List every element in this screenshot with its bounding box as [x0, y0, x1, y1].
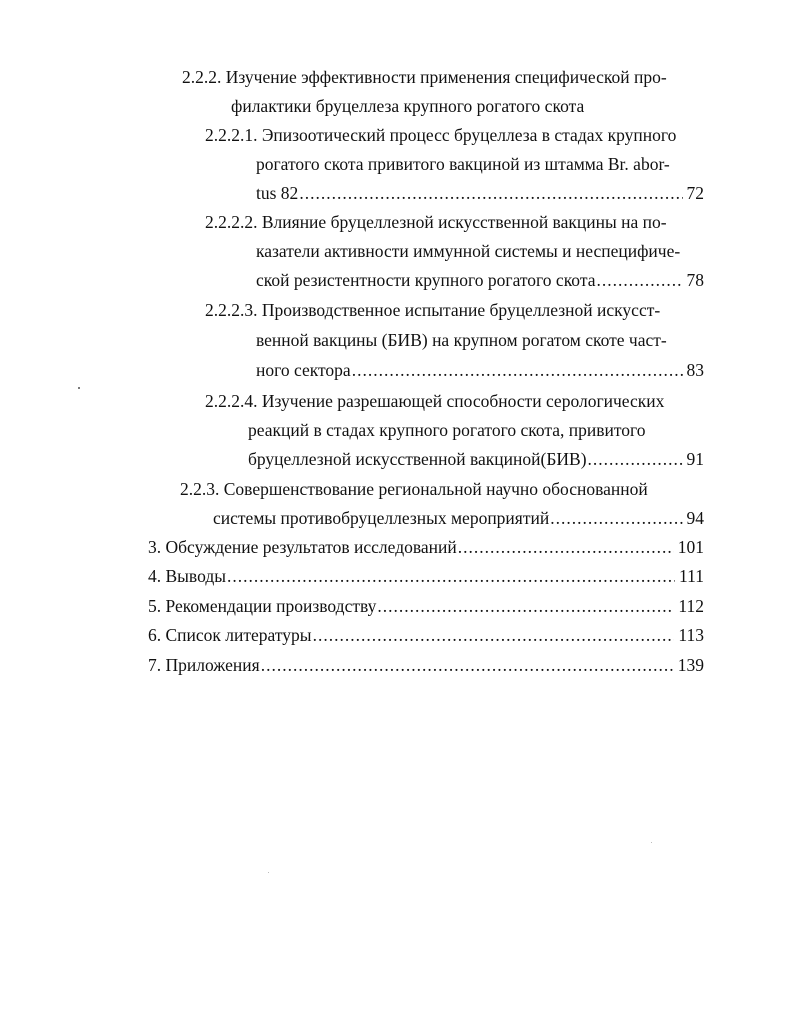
toc-3-title: 3. Обсуждение результатов исследований [148, 537, 457, 557]
toc-2-2-2-2-line1: 2.2.2.2. Влияние бруцеллезной искусственной вакцины на по- [205, 212, 667, 232]
dot-leader [588, 448, 683, 470]
toc-page-number: 111 [679, 566, 704, 586]
toc-entry-7[interactable] [148, 654, 704, 676]
toc-page-number: 113 [678, 625, 704, 645]
toc-2-2-2-4-line3: бруцеллезной искусственной вакциной(БИВ) [248, 449, 587, 469]
dot-leader [550, 507, 682, 529]
scan-speck [651, 842, 652, 843]
toc-entry-2-2-2-1[interactable] [256, 182, 704, 204]
toc-page-number: 94 [686, 508, 704, 528]
toc-2-2-2-3-line2: венной вакцины (БИВ) на крупном рогатом скоте част- [256, 330, 667, 350]
toc-entry-5[interactable] [148, 595, 704, 617]
toc-entry-6[interactable] [148, 624, 704, 646]
toc-2-2-2-1-line3: tus 82 [256, 183, 299, 203]
toc-page-number: 78 [686, 270, 704, 290]
toc-page-number: 139 [677, 655, 704, 675]
toc-2-2-2-4-line1: 2.2.2.4. Изучение разрешающей способности серологических [205, 391, 665, 411]
toc-entry-2-2-2-4[interactable] [248, 448, 704, 470]
toc-4-title: 4. Выводы [148, 566, 226, 586]
toc-page-number: 72 [686, 183, 704, 203]
scan-speck [78, 387, 80, 389]
scan-speck [268, 872, 269, 873]
toc-entry-2-2-2-3[interactable] [256, 359, 704, 381]
toc-page-number: 91 [686, 449, 704, 469]
dot-leader [261, 654, 674, 676]
toc-page-number: 83 [686, 360, 704, 380]
toc-2-2-2-1-line1: 2.2.2.1. Эпизоотический процесс бруцеллеза в стадах крупного [205, 125, 677, 145]
dot-leader [596, 269, 682, 291]
dot-leader [352, 359, 683, 381]
dot-leader [313, 624, 675, 646]
toc-2-2-2-2-line2: казатели активности иммунной системы и неспецифиче- [256, 241, 681, 261]
toc-2-2-3-line1: 2.2.3. Совершенствование региональной научно обоснованной [180, 479, 648, 499]
toc-entry-2-2-2-2[interactable] [256, 269, 704, 291]
dot-leader [299, 182, 682, 204]
toc-5-title: 5. Рекомендации производству [148, 596, 377, 616]
toc-2-2-2-2-line3: ской резистентности крупного рогатого скота [256, 270, 596, 290]
toc-page-number: 112 [678, 596, 704, 616]
toc-6-title: 6. Список литературы [148, 625, 312, 645]
toc-entry-3[interactable] [148, 536, 704, 558]
toc-2-2-2-3-line3: ного сектора [256, 360, 351, 380]
dot-leader [227, 565, 675, 587]
toc-2-2-3-line2: системы противобруцеллезных мероприятий [213, 508, 550, 528]
dot-leader [458, 536, 674, 558]
toc-2-2-2-line1: 2.2.2. Изучение эффективности применения специфической про- [182, 67, 667, 87]
toc-entry-4[interactable] [148, 565, 704, 587]
toc-2-2-2-3-line1: 2.2.2.3. Производственное испытание бруцеллезной искусст- [205, 300, 661, 320]
toc-2-2-2-1-line2: рогатого скота привитого вакциной из штамма Br. abor- [256, 154, 670, 174]
toc-7-title: 7. Приложения [148, 655, 260, 675]
toc-page-number: 101 [677, 537, 704, 557]
toc-2-2-2-line2: филактики бруцеллеза крупного рогатого скота [231, 96, 585, 116]
toc-entry-2-2-3[interactable] [213, 507, 704, 529]
dot-leader [377, 595, 674, 617]
toc-2-2-2-4-line2: реакций в стадах крупного рогатого скота, привитого [248, 420, 646, 440]
